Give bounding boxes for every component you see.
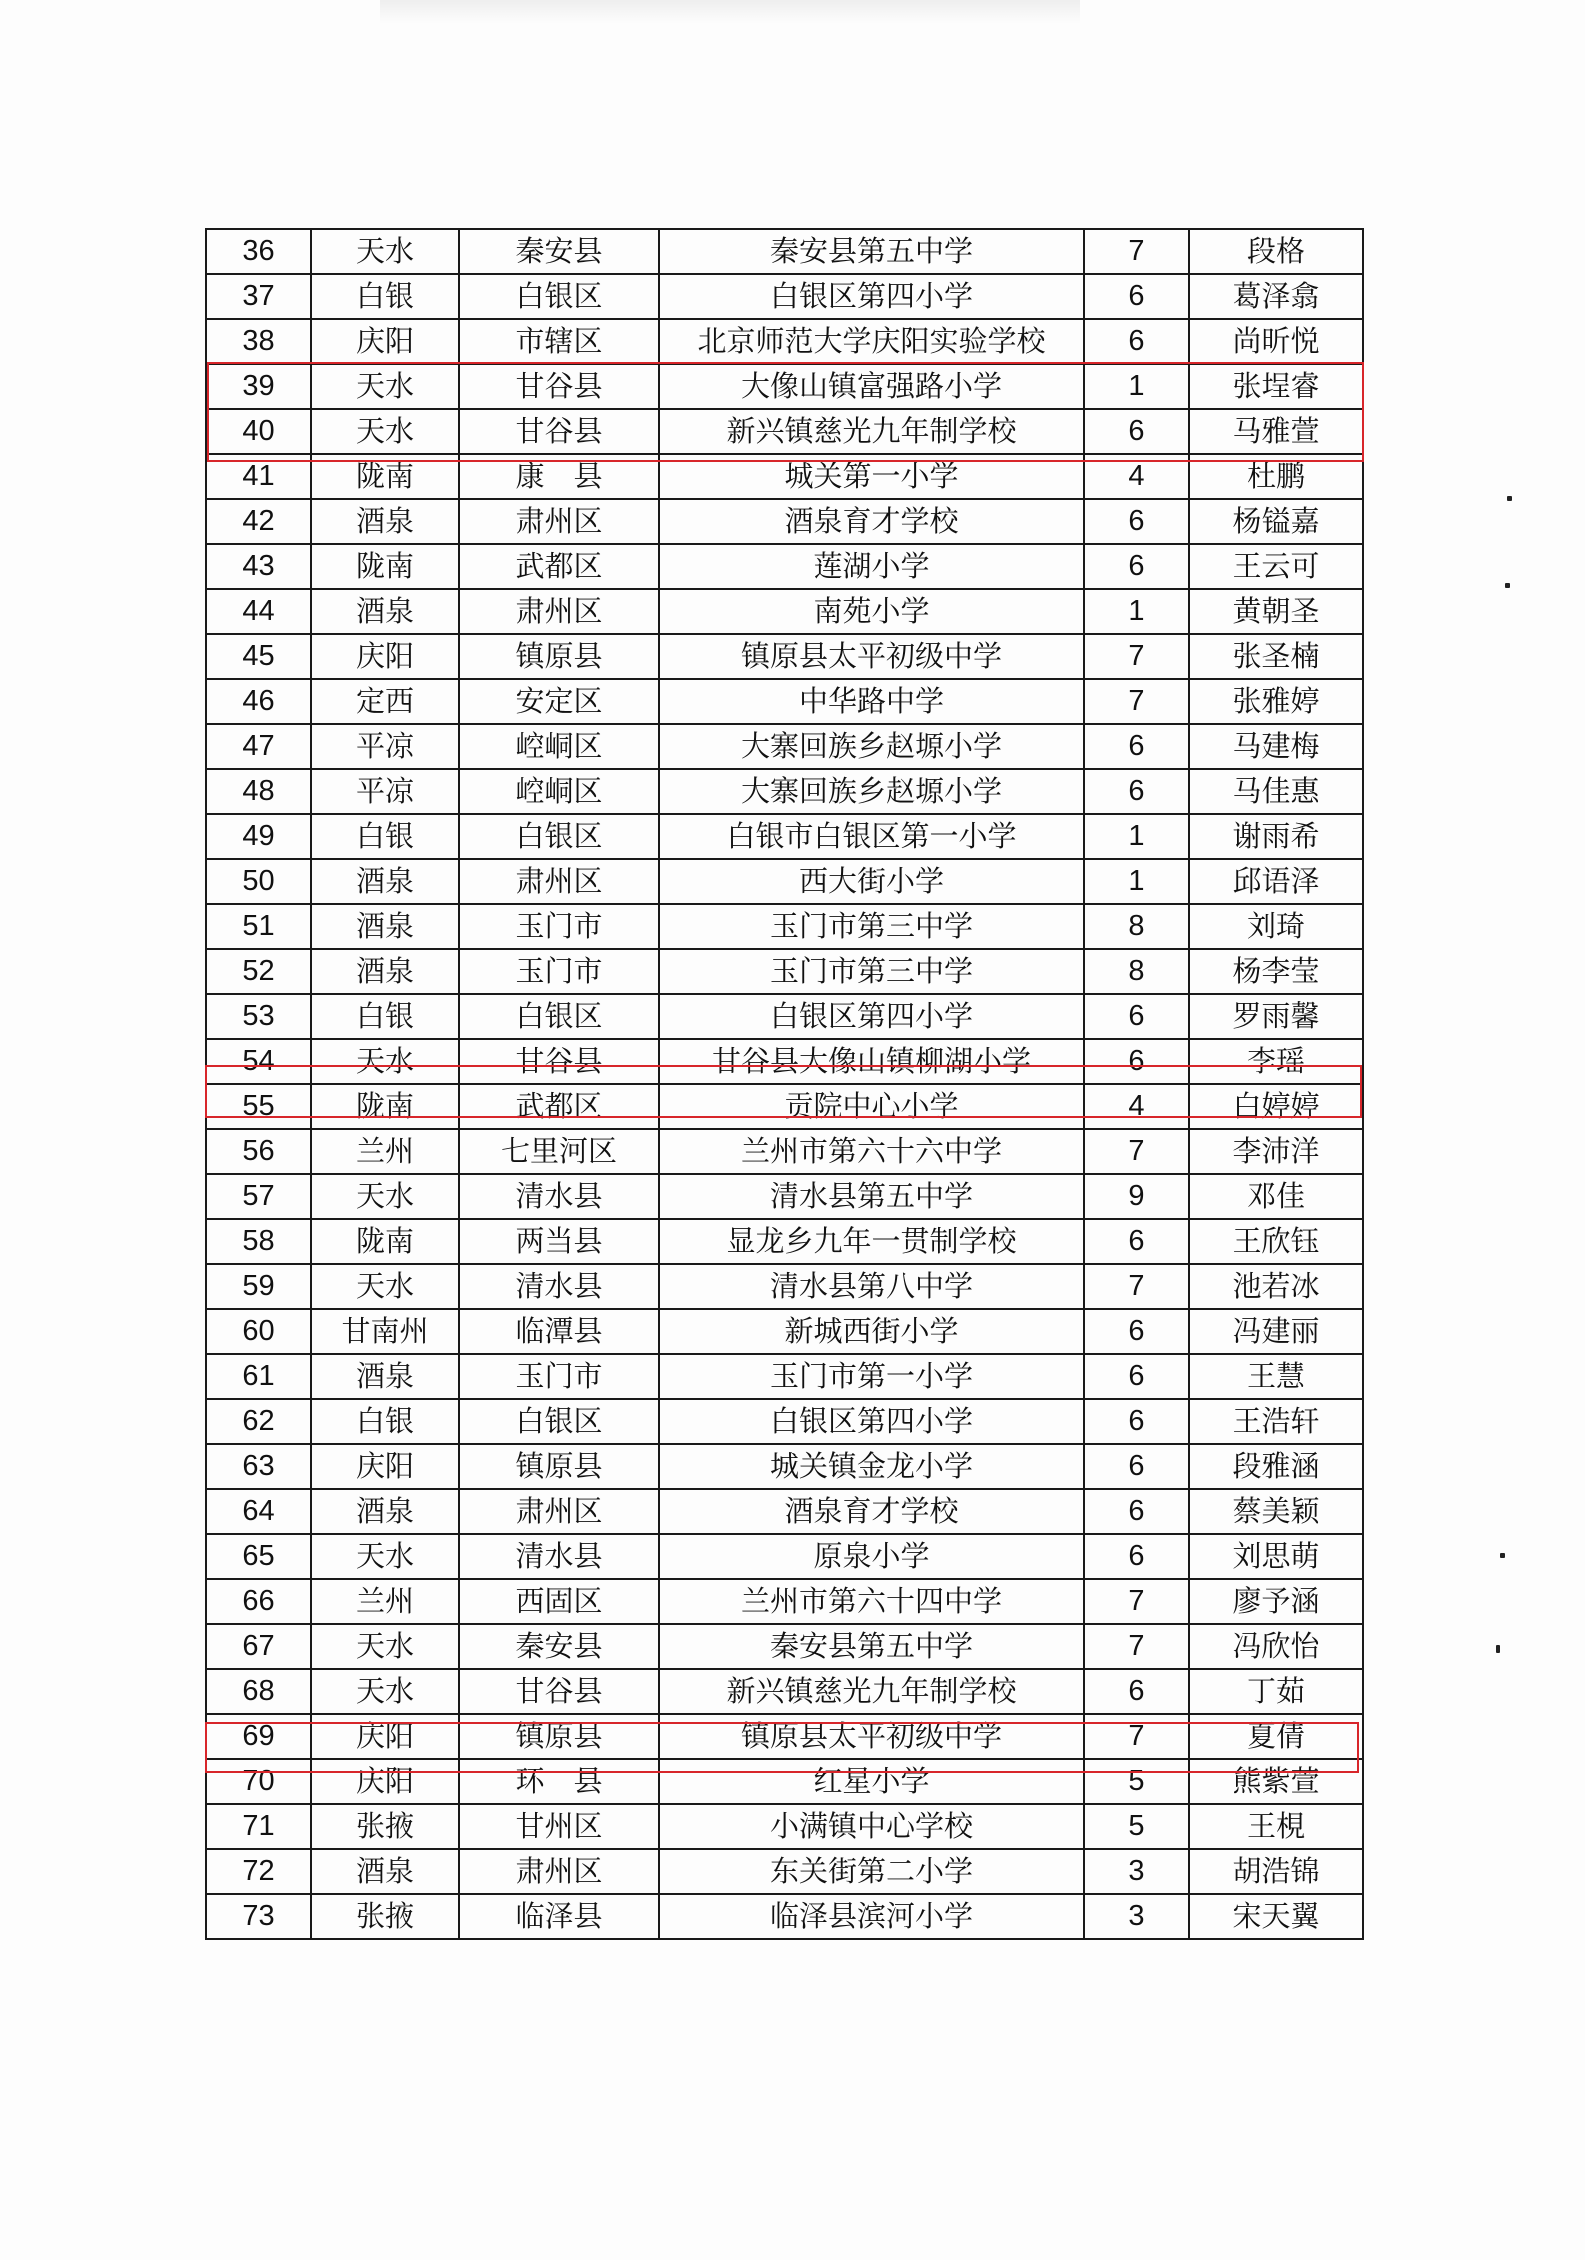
county-cell: 安定区 <box>459 679 659 724</box>
city-cell: 酒泉 <box>311 499 459 544</box>
table-row <box>206 1489 1363 1534</box>
city-cell: 陇南 <box>311 1084 459 1129</box>
county-cell: 白银区 <box>459 274 659 319</box>
school-cell: 中华路中学 <box>659 679 1084 724</box>
school-cell: 白银区第四小学 <box>659 1399 1084 1444</box>
county-cell: 肃州区 <box>459 1489 659 1534</box>
county-cell: 清水县 <box>459 1534 659 1579</box>
row-number: 68 <box>206 1669 311 1714</box>
school-cell: 兰州市第六十六中学 <box>659 1129 1084 1174</box>
table-row <box>206 499 1363 544</box>
city-cell: 甘南州 <box>311 1309 459 1354</box>
row-number: 66 <box>206 1579 311 1624</box>
county-cell: 武都区 <box>459 1084 659 1129</box>
school-cell: 玉门市第三中学 <box>659 949 1084 994</box>
row-number: 36 <box>206 229 311 274</box>
row-number: 43 <box>206 544 311 589</box>
city-cell: 天水 <box>311 1264 459 1309</box>
city-cell: 天水 <box>311 409 459 454</box>
row-number: 73 <box>206 1894 311 1939</box>
county-cell: 康 县 <box>459 454 659 499</box>
school-cell: 新城西街小学 <box>659 1309 1084 1354</box>
student-name-cell: 丁茹 <box>1189 1669 1363 1714</box>
city-cell: 庆阳 <box>311 1759 459 1804</box>
row-number: 54 <box>206 1039 311 1084</box>
scan-smudge <box>380 0 1080 24</box>
table-row <box>206 904 1363 949</box>
row-number: 53 <box>206 994 311 1039</box>
county-cell: 镇原县 <box>459 1714 659 1759</box>
student-name-cell: 池若冰 <box>1189 1264 1363 1309</box>
row-number: 47 <box>206 724 311 769</box>
row-number: 55 <box>206 1084 311 1129</box>
table-row <box>206 1444 1363 1489</box>
school-cell: 秦安县第五中学 <box>659 1624 1084 1669</box>
row-number: 69 <box>206 1714 311 1759</box>
school-cell: 大像山镇富强路小学 <box>659 364 1084 409</box>
grade-cell: 7 <box>1084 229 1189 274</box>
grade-cell: 1 <box>1084 364 1189 409</box>
county-cell: 市辖区 <box>459 319 659 364</box>
city-cell: 张掖 <box>311 1894 459 1939</box>
row-number: 41 <box>206 454 311 499</box>
school-cell: 莲湖小学 <box>659 544 1084 589</box>
county-cell: 镇原县 <box>459 1444 659 1489</box>
city-cell: 酒泉 <box>311 1849 459 1894</box>
student-name-cell: 马佳惠 <box>1189 769 1363 814</box>
city-cell: 天水 <box>311 1039 459 1084</box>
table-row <box>206 1804 1363 1849</box>
table-row <box>206 589 1363 634</box>
table-row <box>206 1039 1363 1084</box>
student-name-cell: 蔡美颖 <box>1189 1489 1363 1534</box>
school-cell: 西大街小学 <box>659 859 1084 904</box>
student-name-cell: 宋天翼 <box>1189 1894 1363 1939</box>
county-cell: 玉门市 <box>459 1354 659 1399</box>
row-number: 57 <box>206 1174 311 1219</box>
county-cell: 白银区 <box>459 1399 659 1444</box>
county-cell: 肃州区 <box>459 1849 659 1894</box>
city-cell: 酒泉 <box>311 859 459 904</box>
city-cell: 白银 <box>311 994 459 1039</box>
table-row <box>206 1354 1363 1399</box>
student-name-cell: 廖予涵 <box>1189 1579 1363 1624</box>
city-cell: 兰州 <box>311 1129 459 1174</box>
table-row <box>206 319 1363 364</box>
grade-cell: 9 <box>1084 1174 1189 1219</box>
row-number: 45 <box>206 634 311 679</box>
grade-cell: 7 <box>1084 1129 1189 1174</box>
table-row <box>206 1624 1363 1669</box>
table-row <box>206 1714 1363 1759</box>
city-cell: 酒泉 <box>311 1489 459 1534</box>
table-row <box>206 634 1363 679</box>
school-cell: 大寨回族乡赵塬小学 <box>659 769 1084 814</box>
table-row <box>206 1219 1363 1264</box>
city-cell: 白银 <box>311 814 459 859</box>
school-cell: 白银市白银区第一小学 <box>659 814 1084 859</box>
table-row <box>206 769 1363 814</box>
city-cell: 酒泉 <box>311 589 459 634</box>
student-name-cell: 邱语泽 <box>1189 859 1363 904</box>
student-name-cell: 杨镒嘉 <box>1189 499 1363 544</box>
school-cell: 秦安县第五中学 <box>659 229 1084 274</box>
school-cell: 玉门市第一小学 <box>659 1354 1084 1399</box>
grade-cell: 3 <box>1084 1849 1189 1894</box>
student-name-cell: 马建梅 <box>1189 724 1363 769</box>
student-name-cell: 王慧 <box>1189 1354 1363 1399</box>
student-name-cell: 刘思萌 <box>1189 1534 1363 1579</box>
grade-cell: 6 <box>1084 1309 1189 1354</box>
grade-cell: 6 <box>1084 769 1189 814</box>
student-name-cell: 谢雨希 <box>1189 814 1363 859</box>
table-row <box>206 1759 1363 1804</box>
scan-speck <box>1500 1553 1505 1558</box>
county-cell: 甘州区 <box>459 1804 659 1849</box>
county-cell: 白银区 <box>459 814 659 859</box>
row-number: 60 <box>206 1309 311 1354</box>
table-row <box>206 1894 1363 1939</box>
grade-cell: 7 <box>1084 1714 1189 1759</box>
city-cell: 兰州 <box>311 1579 459 1624</box>
student-name-cell: 熊紫萱 <box>1189 1759 1363 1804</box>
table-row <box>206 1129 1363 1174</box>
county-cell: 西固区 <box>459 1579 659 1624</box>
table-row <box>206 1264 1363 1309</box>
scan-speck <box>1496 1645 1500 1653</box>
row-number: 61 <box>206 1354 311 1399</box>
grade-cell: 5 <box>1084 1759 1189 1804</box>
school-cell: 大寨回族乡赵塬小学 <box>659 724 1084 769</box>
city-cell: 陇南 <box>311 544 459 589</box>
city-cell: 天水 <box>311 1174 459 1219</box>
table-row <box>206 1534 1363 1579</box>
school-cell: 临泽县滨河小学 <box>659 1894 1084 1939</box>
school-cell: 东关街第二小学 <box>659 1849 1084 1894</box>
city-cell: 平凉 <box>311 769 459 814</box>
school-cell: 白银区第四小学 <box>659 994 1084 1039</box>
row-number: 46 <box>206 679 311 724</box>
table-row <box>206 994 1363 1039</box>
county-cell: 镇原县 <box>459 634 659 679</box>
city-cell: 庆阳 <box>311 634 459 679</box>
city-cell: 庆阳 <box>311 319 459 364</box>
table-row <box>206 409 1363 454</box>
row-number: 70 <box>206 1759 311 1804</box>
student-name-cell: 王梘 <box>1189 1804 1363 1849</box>
county-cell: 七里河区 <box>459 1129 659 1174</box>
table-row <box>206 454 1363 499</box>
student-name-cell: 李瑶 <box>1189 1039 1363 1084</box>
city-cell: 酒泉 <box>311 904 459 949</box>
roster-table-body <box>206 229 1363 1939</box>
grade-cell: 6 <box>1084 1669 1189 1714</box>
grade-cell: 4 <box>1084 1084 1189 1129</box>
row-number: 39 <box>206 364 311 409</box>
roster-table <box>205 228 1364 1940</box>
grade-cell: 7 <box>1084 634 1189 679</box>
grade-cell: 6 <box>1084 409 1189 454</box>
row-number: 58 <box>206 1219 311 1264</box>
grade-cell: 6 <box>1084 1444 1189 1489</box>
county-cell: 甘谷县 <box>459 1669 659 1714</box>
grade-cell: 6 <box>1084 544 1189 589</box>
table-row <box>206 949 1363 994</box>
city-cell: 平凉 <box>311 724 459 769</box>
city-cell: 天水 <box>311 1534 459 1579</box>
student-name-cell: 刘琦 <box>1189 904 1363 949</box>
city-cell: 酒泉 <box>311 1354 459 1399</box>
city-cell: 天水 <box>311 229 459 274</box>
grade-cell: 6 <box>1084 1534 1189 1579</box>
grade-cell: 6 <box>1084 994 1189 1039</box>
county-cell: 甘谷县 <box>459 364 659 409</box>
school-cell: 酒泉育才学校 <box>659 1489 1084 1534</box>
county-cell: 崆峒区 <box>459 724 659 769</box>
city-cell: 定西 <box>311 679 459 724</box>
student-name-cell: 夏倩 <box>1189 1714 1363 1759</box>
grade-cell: 5 <box>1084 1804 1189 1849</box>
city-cell: 张掖 <box>311 1804 459 1849</box>
grade-cell: 4 <box>1084 454 1189 499</box>
grade-cell: 8 <box>1084 904 1189 949</box>
grade-cell: 8 <box>1084 949 1189 994</box>
school-cell: 原泉小学 <box>659 1534 1084 1579</box>
student-name-cell: 罗雨馨 <box>1189 994 1363 1039</box>
student-name-cell: 冯建丽 <box>1189 1309 1363 1354</box>
table-row <box>206 1669 1363 1714</box>
grade-cell: 1 <box>1084 814 1189 859</box>
row-number: 50 <box>206 859 311 904</box>
grade-cell: 6 <box>1084 1354 1189 1399</box>
row-number: 51 <box>206 904 311 949</box>
student-name-cell: 邓佳 <box>1189 1174 1363 1219</box>
school-cell: 兰州市第六十四中学 <box>659 1579 1084 1624</box>
county-cell: 肃州区 <box>459 499 659 544</box>
row-number: 38 <box>206 319 311 364</box>
table-row <box>206 274 1363 319</box>
city-cell: 白银 <box>311 1399 459 1444</box>
grade-cell: 1 <box>1084 859 1189 904</box>
table-row <box>206 814 1363 859</box>
school-cell: 清水县第八中学 <box>659 1264 1084 1309</box>
school-cell: 甘谷县大像山镇柳湖小学 <box>659 1039 1084 1084</box>
grade-cell: 7 <box>1084 679 1189 724</box>
row-number: 49 <box>206 814 311 859</box>
student-name-cell: 杜鹏 <box>1189 454 1363 499</box>
student-name-cell: 葛泽翕 <box>1189 274 1363 319</box>
county-cell: 清水县 <box>459 1264 659 1309</box>
row-number: 48 <box>206 769 311 814</box>
school-cell: 新兴镇慈光九年制学校 <box>659 1669 1084 1714</box>
table-row <box>206 1174 1363 1219</box>
county-cell: 武都区 <box>459 544 659 589</box>
grade-cell: 6 <box>1084 319 1189 364</box>
grade-cell: 6 <box>1084 1039 1189 1084</box>
city-cell: 天水 <box>311 1624 459 1669</box>
student-name-cell: 王浩轩 <box>1189 1399 1363 1444</box>
table-row <box>206 859 1363 904</box>
student-name-cell: 冯欣怡 <box>1189 1624 1363 1669</box>
table-row <box>206 1309 1363 1354</box>
scan-speck <box>1505 583 1510 588</box>
student-name-cell: 王云可 <box>1189 544 1363 589</box>
city-cell: 天水 <box>311 1669 459 1714</box>
grade-cell: 3 <box>1084 1894 1189 1939</box>
county-cell: 玉门市 <box>459 949 659 994</box>
county-cell: 甘谷县 <box>459 1039 659 1084</box>
county-cell: 肃州区 <box>459 859 659 904</box>
grade-cell: 6 <box>1084 1489 1189 1534</box>
school-cell: 镇原县太平初级中学 <box>659 1714 1084 1759</box>
table-row <box>206 724 1363 769</box>
row-number: 52 <box>206 949 311 994</box>
city-cell: 庆阳 <box>311 1444 459 1489</box>
row-number: 72 <box>206 1849 311 1894</box>
grade-cell: 7 <box>1084 1579 1189 1624</box>
grade-cell: 6 <box>1084 274 1189 319</box>
grade-cell: 6 <box>1084 1399 1189 1444</box>
student-name-cell: 李沛洋 <box>1189 1129 1363 1174</box>
table-row <box>206 1579 1363 1624</box>
table-row <box>206 1849 1363 1894</box>
row-number: 63 <box>206 1444 311 1489</box>
school-cell: 显龙乡九年一贯制学校 <box>659 1219 1084 1264</box>
school-cell: 镇原县太平初级中学 <box>659 634 1084 679</box>
school-cell: 新兴镇慈光九年制学校 <box>659 409 1084 454</box>
city-cell: 陇南 <box>311 1219 459 1264</box>
school-cell: 北京师范大学庆阳实验学校 <box>659 319 1084 364</box>
table-row <box>206 229 1363 274</box>
grade-cell: 6 <box>1084 1219 1189 1264</box>
grade-cell: 1 <box>1084 589 1189 634</box>
county-cell: 肃州区 <box>459 589 659 634</box>
city-cell: 陇南 <box>311 454 459 499</box>
grade-cell: 7 <box>1084 1624 1189 1669</box>
school-cell: 南苑小学 <box>659 589 1084 634</box>
county-cell: 秦安县 <box>459 229 659 274</box>
row-number: 44 <box>206 589 311 634</box>
county-cell: 秦安县 <box>459 1624 659 1669</box>
county-cell: 临泽县 <box>459 1894 659 1939</box>
table-row <box>206 1084 1363 1129</box>
student-name-cell: 黄朝圣 <box>1189 589 1363 634</box>
school-cell: 贡院中心小学 <box>659 1084 1084 1129</box>
grade-cell: 6 <box>1084 499 1189 544</box>
county-cell: 临潭县 <box>459 1309 659 1354</box>
city-cell: 白银 <box>311 274 459 319</box>
student-name-cell: 白婷婷 <box>1189 1084 1363 1129</box>
county-cell: 甘谷县 <box>459 409 659 454</box>
row-number: 59 <box>206 1264 311 1309</box>
county-cell: 玉门市 <box>459 904 659 949</box>
row-number: 71 <box>206 1804 311 1849</box>
school-cell: 清水县第五中学 <box>659 1174 1084 1219</box>
student-name-cell: 段雅涵 <box>1189 1444 1363 1489</box>
row-number: 37 <box>206 274 311 319</box>
city-cell: 酒泉 <box>311 949 459 994</box>
row-number: 62 <box>206 1399 311 1444</box>
table-row <box>206 544 1363 589</box>
student-name-cell: 张圣楠 <box>1189 634 1363 679</box>
school-cell: 城关第一小学 <box>659 454 1084 499</box>
student-name-cell: 杨李莹 <box>1189 949 1363 994</box>
table-row <box>206 679 1363 724</box>
county-cell: 崆峒区 <box>459 769 659 814</box>
school-cell: 城关镇金龙小学 <box>659 1444 1084 1489</box>
row-number: 56 <box>206 1129 311 1174</box>
student-name-cell: 张雅婷 <box>1189 679 1363 724</box>
row-number: 67 <box>206 1624 311 1669</box>
school-cell: 玉门市第三中学 <box>659 904 1084 949</box>
grade-cell: 6 <box>1084 724 1189 769</box>
school-cell: 酒泉育才学校 <box>659 499 1084 544</box>
student-name-cell: 张埕睿 <box>1189 364 1363 409</box>
city-cell: 庆阳 <box>311 1714 459 1759</box>
city-cell: 天水 <box>311 364 459 409</box>
row-number: 65 <box>206 1534 311 1579</box>
student-name-cell: 胡浩锦 <box>1189 1849 1363 1894</box>
student-name-cell: 段格 <box>1189 229 1363 274</box>
table-row <box>206 364 1363 409</box>
school-cell: 红星小学 <box>659 1759 1084 1804</box>
row-number: 64 <box>206 1489 311 1534</box>
county-cell: 环 县 <box>459 1759 659 1804</box>
table-row <box>206 1399 1363 1444</box>
school-cell: 小满镇中心学校 <box>659 1804 1084 1849</box>
student-name-cell: 王欣钰 <box>1189 1219 1363 1264</box>
row-number: 40 <box>206 409 311 454</box>
scan-speck <box>1507 496 1512 501</box>
school-cell: 白银区第四小学 <box>659 274 1084 319</box>
county-cell: 白银区 <box>459 994 659 1039</box>
grade-cell: 7 <box>1084 1264 1189 1309</box>
student-name-cell: 马雅萱 <box>1189 409 1363 454</box>
row-number: 42 <box>206 499 311 544</box>
county-cell: 清水县 <box>459 1174 659 1219</box>
county-cell: 两当县 <box>459 1219 659 1264</box>
student-name-cell: 尚昕悦 <box>1189 319 1363 364</box>
